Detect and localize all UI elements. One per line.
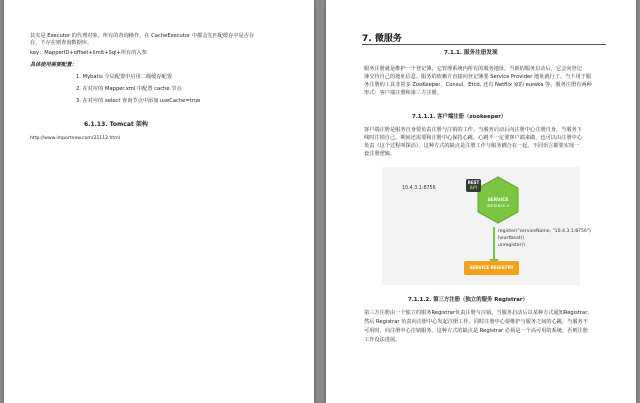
instance-label: INSTANCE A	[486, 203, 510, 208]
paragraph-line: 在，不存在则查询数据库。	[30, 40, 93, 46]
chapter-rule	[362, 44, 606, 45]
code-line: register("serviceName, "10.4.3.1:8756")	[498, 229, 591, 234]
paragraph-line: 工作没法进展。	[364, 337, 401, 343]
list-item: 3. 在对应的 select 查询节点中添加 useCache=true	[76, 98, 201, 104]
paragraph-line: 可用时，向注册中心注销服务。这种方式的缺点是 Registrar 必须是一个高可用的系统，否则注册	[364, 328, 588, 334]
paragraph-line: 套注册逻辑。	[364, 151, 396, 157]
section-heading-711: 7.1.1. 服务注册发现	[444, 50, 498, 56]
service-label: SERVICE	[487, 198, 509, 203]
paragraph-line: 服务注册就是维护一个登记簿，它管理系统内所有的服务地址。当新的服务启动后，它会向登记	[364, 66, 582, 72]
paragraph-line: 第三方注册由一个独立的服务Registrar负责注册与注销。当服务启动后以某种方式通知Registrar,	[364, 310, 589, 316]
paragraph-line: 形式：客户端注册和第三方注册。	[364, 90, 442, 96]
chapter-title: 7. 微服务	[362, 34, 402, 44]
list-item: 2. 在对应的 Mapper.xml 中配置 cache 节点	[76, 86, 182, 92]
rest-label: REST	[467, 180, 480, 185]
paragraph-line: 然后 Registrar 负责向注册中心发起注册工作。同时注册中心要维护与服务之间的心跳，当服务不	[364, 319, 588, 325]
code-line: heartbeat()	[498, 236, 525, 241]
client-registration-diagram	[382, 167, 591, 285]
paragraph-line: 簿交待自己的地址信息。服务的依赖方直接向登记簿要 Service Provider 地址就行了。当下用于服	[364, 74, 592, 80]
cache-key-line: key：MapperID+offset+limit+Sql+所有的入参	[30, 50, 147, 56]
code-line: unregister()	[498, 243, 526, 248]
right-page	[326, 0, 636, 403]
config-title: 具体使用需要配置：	[30, 62, 77, 68]
paragraph-line: 客户端注册是服务自身要负责注册与注销的工作。当服务启动后向注册中心注册自身，当服务下	[364, 127, 582, 133]
paragraph-line: 其实是 Executor 的代理对象。所有的查询操作，在 CacheExecutor 中都会先匹配缓存中是否存	[30, 33, 255, 39]
tomcat-link[interactable]: http://www.importnew.com/21112.html	[30, 136, 120, 141]
api-label: API	[469, 185, 478, 190]
section-heading: 6.1.13. Tomcat 架构	[84, 121, 148, 128]
paragraph-line: 负责（这个过程叫探活）。这种方式的缺点是注册工作与服务耦合在一起，不同语言都要实现一	[364, 143, 580, 149]
service-registry-box: SERVICE REGISTRY	[464, 261, 519, 275]
paragraph-line: 线时注销自己。期间还需要和注册中心保持心跳。心跳不一定要客户端来做，也可以由注册中心	[364, 135, 582, 141]
list-item: 1. Mybatis 全局配置中启用二级缓存配置	[76, 74, 172, 80]
section-heading-7112: 7.1.1.2. 第三方注册（独立的服务 Registrar）	[408, 297, 528, 303]
arrow-line	[493, 227, 495, 263]
left-page	[4, 0, 314, 403]
service-instance-hexagon	[476, 175, 520, 225]
paragraph-line: 务注册的工具非常多 ZooKeeper，Consul，Etcd, 还有 Netflix 家的 eureka 等。服务注册有两种	[364, 82, 592, 88]
section-heading-7111: 7.1.1.1. 客户端注册（zookeeper）	[412, 114, 507, 120]
rest-api-badge	[466, 179, 481, 192]
ip-address-label: 10.4.3.1:8756	[402, 186, 436, 191]
